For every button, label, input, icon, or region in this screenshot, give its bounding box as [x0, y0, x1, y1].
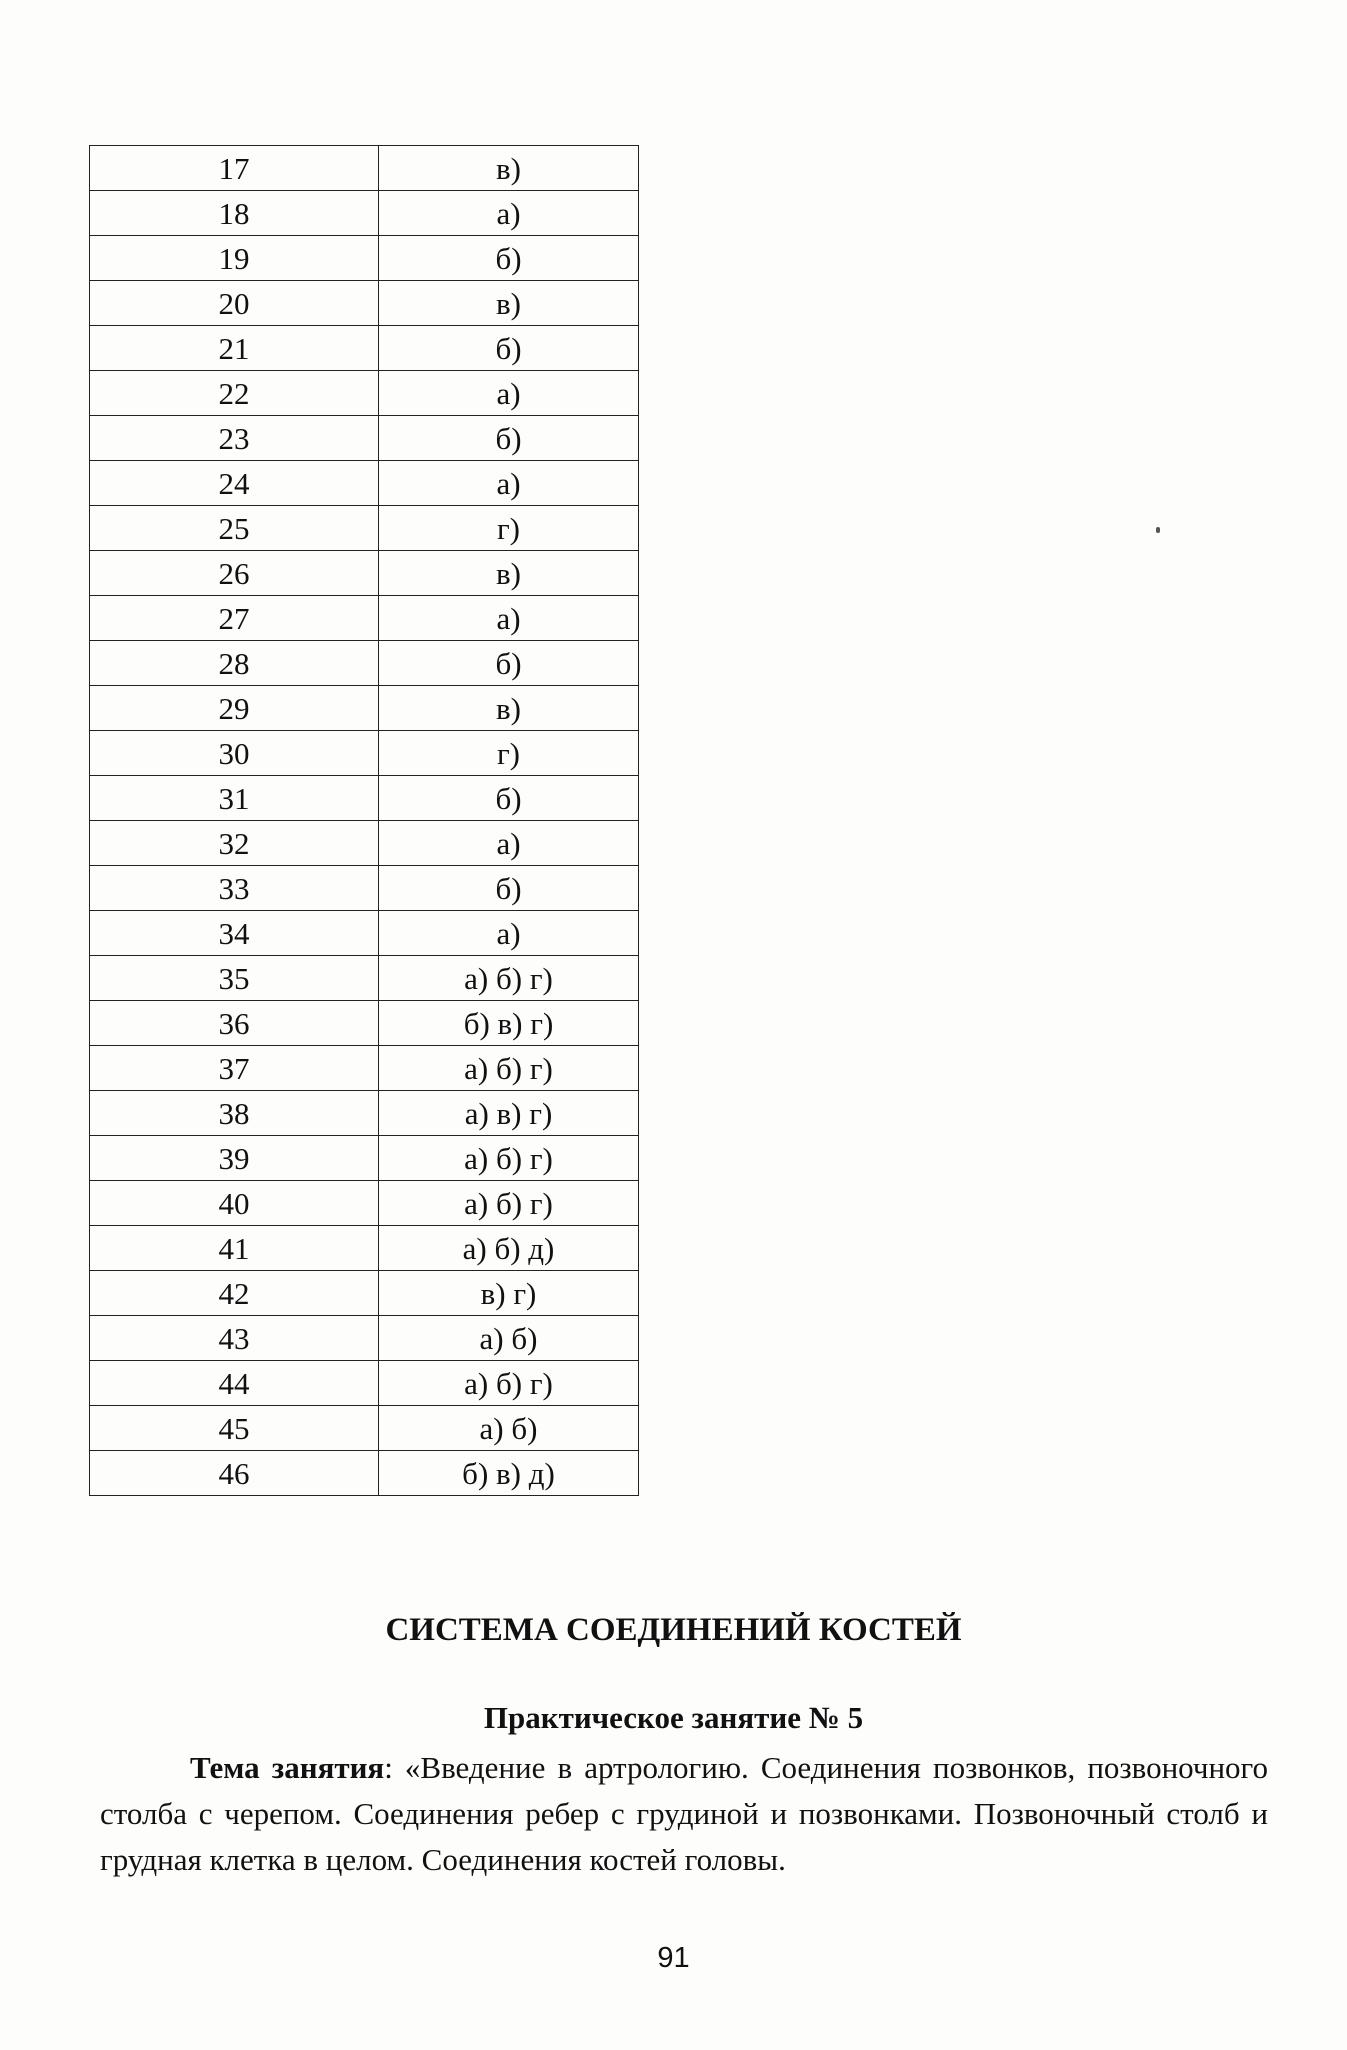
table-row [90, 1271, 639, 1316]
answer-cell: а) [379, 911, 639, 956]
scan-speck [1156, 527, 1160, 533]
question-number-cell: 40 [90, 1181, 379, 1226]
answer-cell: а) в) г) [379, 1091, 639, 1136]
question-number-cell: 38 [90, 1091, 379, 1136]
question-number-cell: 46 [90, 1451, 379, 1496]
question-number-cell: 27 [90, 596, 379, 641]
table-row [90, 506, 639, 551]
question-number-cell: 20 [90, 281, 379, 326]
question-number-cell: 28 [90, 641, 379, 686]
table-row [90, 551, 639, 596]
question-number-cell: 29 [90, 686, 379, 731]
question-number-cell: 17 [90, 146, 379, 191]
table-row [90, 686, 639, 731]
question-number-cell: 41 [90, 1226, 379, 1271]
table-row [90, 1001, 639, 1046]
answer-cell: а) б) [379, 1406, 639, 1451]
table-row [90, 1451, 639, 1496]
answer-cell: б) в) д) [379, 1451, 639, 1496]
topic-label: Тема занятия [190, 1750, 385, 1785]
answer-cell: г) [379, 506, 639, 551]
answer-cell: а) б) г) [379, 1361, 639, 1406]
answer-cell: в) [379, 551, 639, 596]
table-row [90, 1226, 639, 1271]
question-number-cell: 18 [90, 191, 379, 236]
answer-cell: в) [379, 686, 639, 731]
table-row [90, 371, 639, 416]
question-number-cell: 21 [90, 326, 379, 371]
table-row [90, 1406, 639, 1451]
question-number-cell: 22 [90, 371, 379, 416]
answer-key-table [89, 145, 639, 1496]
question-number-cell: 23 [90, 416, 379, 461]
table-row [90, 1091, 639, 1136]
table-row [90, 821, 639, 866]
answer-cell: а) б) г) [379, 1181, 639, 1226]
table-row [90, 236, 639, 281]
question-number-cell: 31 [90, 776, 379, 821]
answer-cell: а) [379, 371, 639, 416]
answer-cell: а) [379, 821, 639, 866]
answer-cell: б) [379, 866, 639, 911]
question-number-cell: 32 [90, 821, 379, 866]
table-row [90, 326, 639, 371]
answer-cell: а) [379, 191, 639, 236]
question-number-cell: 26 [90, 551, 379, 596]
answer-cell: в) [379, 146, 639, 191]
table-row [90, 596, 639, 641]
table-row [90, 1361, 639, 1406]
table-row [90, 461, 639, 506]
question-number-cell: 37 [90, 1046, 379, 1091]
table-row [90, 776, 639, 821]
answer-cell: а) б) г) [379, 956, 639, 1001]
question-number-cell: 45 [90, 1406, 379, 1451]
answer-cell: а) б) д) [379, 1226, 639, 1271]
answer-cell: б) [379, 641, 639, 686]
answer-cell: а) [379, 596, 639, 641]
question-number-cell: 42 [90, 1271, 379, 1316]
table-row [90, 731, 639, 776]
lesson-topic-paragraph [100, 1745, 1268, 1883]
topic-text: : «Введение в артрологию. Соединения позвонков, позвоночного столба с черепом. Соединения ребер с грудиной и позвонками. Позвоночный столб и грудная клетка в целом. Соединения костей головы. [100, 1750, 1268, 1877]
answer-cell: а) б) г) [379, 1046, 639, 1091]
answer-cell: б) [379, 326, 639, 371]
table-row [90, 1136, 639, 1181]
table-row [90, 641, 639, 686]
page-number: 91 [657, 1942, 690, 1974]
table-row [90, 866, 639, 911]
answer-cell: г) [379, 731, 639, 776]
question-number-cell: 30 [90, 731, 379, 776]
answer-cell: б) в) г) [379, 1001, 639, 1046]
question-number-cell: 19 [90, 236, 379, 281]
section-title: СИСТЕМА СОЕДИНЕНИЙ КОСТЕЙ [385, 1612, 962, 1648]
table-row [90, 281, 639, 326]
question-number-cell: 39 [90, 1136, 379, 1181]
question-number-cell: 35 [90, 956, 379, 1001]
question-number-cell: 24 [90, 461, 379, 506]
table-row [90, 1181, 639, 1226]
answer-cell: а) б) г) [379, 1136, 639, 1181]
answer-cell: а) [379, 461, 639, 506]
table-row [90, 146, 639, 191]
answer-cell: а) б) [379, 1316, 639, 1361]
answer-cell: б) [379, 236, 639, 281]
table-row [90, 911, 639, 956]
table-row [90, 1046, 639, 1091]
table-row [90, 956, 639, 1001]
answer-cell: б) [379, 416, 639, 461]
question-number-cell: 25 [90, 506, 379, 551]
table-row [90, 191, 639, 236]
question-number-cell: 43 [90, 1316, 379, 1361]
question-number-cell: 44 [90, 1361, 379, 1406]
answer-key-rows [90, 146, 639, 1496]
lesson-title: Практическое занятие № 5 [483, 1700, 864, 1735]
table-row [90, 1316, 639, 1361]
answer-cell: в) г) [379, 1271, 639, 1316]
question-number-cell: 34 [90, 911, 379, 956]
question-number-cell: 33 [90, 866, 379, 911]
question-number-cell: 36 [90, 1001, 379, 1046]
answer-cell: б) [379, 776, 639, 821]
table-row [90, 416, 639, 461]
answer-cell: в) [379, 281, 639, 326]
